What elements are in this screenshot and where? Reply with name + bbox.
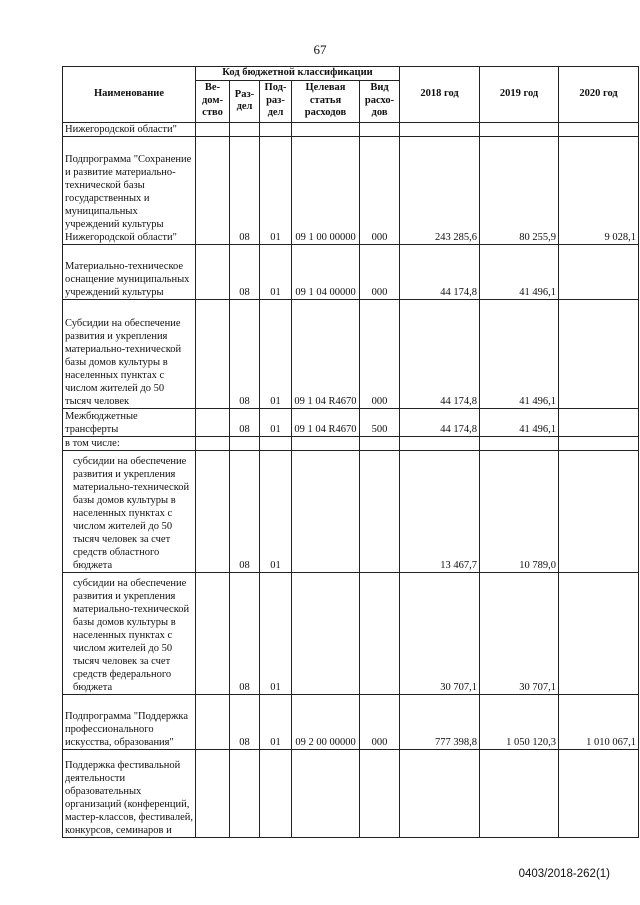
row-name: Подпрограмма "Сохранение и развитие материально-технической базы государственных и муниципальных учреждений культуры Нижегородской области" [63, 136, 196, 244]
row-2019 [480, 122, 559, 136]
row-expense-type [360, 572, 400, 694]
row-razdel: 08 [230, 408, 260, 436]
row-target-article: 09 2 00 00000 [292, 694, 360, 749]
row-2019: 41 496,1 [480, 299, 559, 408]
row-2020 [559, 299, 639, 408]
page-number: 67 [313, 42, 327, 57]
row-razdel: 08 [230, 694, 260, 749]
row-expense-type: 500 [360, 408, 400, 436]
table-row [63, 572, 639, 694]
row-podrazdel [260, 749, 292, 837]
row-target-article [292, 436, 360, 450]
row-target-article: 09 1 00 00000 [292, 136, 360, 244]
row-2019: 30 707,1 [480, 572, 559, 694]
row-razdel: 08 [230, 136, 260, 244]
row-target-article [292, 749, 360, 837]
row-podrazdel: 01 [260, 408, 292, 436]
row-target-article [292, 122, 360, 136]
header-2018: 2018 год [400, 67, 480, 123]
header-podrazdel-line: Под- [264, 82, 287, 94]
table-row [63, 694, 639, 749]
header-podrazdel-line: дел [267, 107, 284, 119]
row-name: субсидии на обеспечение развития и укрепления материально-технической базы домов культуры в населенных пунктах с числом жителей до 50 тысяч человек за счет средств федерального бюджета [63, 572, 196, 694]
row-2020: 1 010 067,1 [559, 694, 639, 749]
row-vedomstvo [196, 299, 230, 408]
row-2019: 41 496,1 [480, 244, 559, 299]
row-2019: 80 255,9 [480, 136, 559, 244]
header-razdel-line: Раз- [234, 88, 255, 100]
row-expense-type: 000 [360, 694, 400, 749]
row-target-article: 09 1 04 R4670 [292, 408, 360, 436]
row-2018: 44 174,8 [400, 408, 480, 436]
row-target-article [292, 450, 360, 572]
table-row [63, 244, 639, 299]
row-target-article: 09 1 04 R4670 [292, 299, 360, 408]
row-expense-type [360, 450, 400, 572]
header-budget-code-group: Код бюджетной классификации [196, 67, 400, 81]
row-razdel [230, 749, 260, 837]
header-target-article-line: Целевая [305, 82, 346, 94]
row-2018: 243 285,6 [400, 136, 480, 244]
row-2020: 9 028,1 [559, 136, 639, 244]
row-name: Межбюджетные трансферты [63, 408, 196, 436]
header-vedomstvo-line: ство [202, 107, 223, 119]
header-vedomstvo [196, 80, 230, 122]
row-name: субсидии на обеспечение развития и укрепления материально-технической базы домов культуры в населенных пунктах с числом жителей до 50 тысяч человек за счет средств областного бюджета [63, 450, 196, 572]
row-2018 [400, 436, 480, 450]
header-vedomstvo-line: Ве- [204, 82, 221, 94]
row-razdel [230, 436, 260, 450]
header-vedomstvo-line: дом- [201, 94, 223, 106]
row-podrazdel: 01 [260, 136, 292, 244]
table-row [63, 749, 639, 837]
row-expense-type [360, 749, 400, 837]
row-name: Нижегородской области" [63, 122, 196, 136]
row-vedomstvo [196, 244, 230, 299]
row-vedomstvo [196, 572, 230, 694]
row-expense-type [360, 122, 400, 136]
row-razdel: 08 [230, 450, 260, 572]
row-podrazdel [260, 122, 292, 136]
header-expense-type-line: расхо- [364, 94, 395, 106]
row-2020 [559, 572, 639, 694]
row-2020 [559, 244, 639, 299]
row-2019 [480, 436, 559, 450]
row-target-article [292, 572, 360, 694]
row-2020 [559, 122, 639, 136]
row-name: в том числе: [63, 436, 196, 450]
row-razdel [230, 122, 260, 136]
document-code: 0403/2018-262(1) [518, 868, 610, 880]
row-2018 [400, 749, 480, 837]
row-2019: 1 050 120,3 [480, 694, 559, 749]
header-2020: 2020 год [559, 67, 639, 123]
row-vedomstvo [196, 122, 230, 136]
row-2020 [559, 450, 639, 572]
row-name: Субсидии на обеспечение развития и укрепления материально-технической базы домов культуры в населенных пунктах с числом жителей до 50 тысяч человек [63, 299, 196, 408]
header-target-article-line: расходов [304, 107, 347, 119]
row-2019: 10 789,0 [480, 450, 559, 572]
row-2019: 41 496,1 [480, 408, 559, 436]
header-target-article [292, 80, 360, 122]
row-expense-type: 000 [360, 299, 400, 408]
row-2018: 30 707,1 [400, 572, 480, 694]
row-expense-type: 000 [360, 136, 400, 244]
table-row [63, 136, 639, 244]
row-2018: 44 174,8 [400, 299, 480, 408]
row-podrazdel: 01 [260, 244, 292, 299]
row-name: Материально-техническое оснащение муниципальных учреждений культуры [63, 244, 196, 299]
header-razdel [230, 80, 260, 122]
row-vedomstvo [196, 436, 230, 450]
row-podrazdel: 01 [260, 299, 292, 408]
table-row [63, 122, 639, 136]
row-razdel: 08 [230, 299, 260, 408]
budget-table [62, 66, 639, 838]
header-podrazdel [260, 80, 292, 122]
header-2019: 2019 год [480, 67, 559, 123]
row-vedomstvo [196, 749, 230, 837]
row-2020 [559, 749, 639, 837]
row-razdel: 08 [230, 572, 260, 694]
row-2018: 777 398,8 [400, 694, 480, 749]
header-expense-type [360, 80, 400, 122]
header-target-article-line: статья [309, 94, 342, 106]
row-podrazdel: 01 [260, 694, 292, 749]
header-expense-type-line: Вид [370, 82, 389, 94]
table-row [63, 436, 639, 450]
row-podrazdel: 01 [260, 450, 292, 572]
header-razdel-line: дел [236, 101, 253, 112]
row-2020 [559, 408, 639, 436]
row-name: Подпрограмма "Поддержка профессионального искусства, образования" [63, 694, 196, 749]
row-podrazdel [260, 436, 292, 450]
row-expense-type: 000 [360, 244, 400, 299]
row-target-article: 09 1 04 00000 [292, 244, 360, 299]
row-vedomstvo [196, 408, 230, 436]
row-2018: 13 467,7 [400, 450, 480, 572]
header-name: Наименование [63, 67, 196, 123]
row-expense-type [360, 436, 400, 450]
row-2020 [559, 436, 639, 450]
row-2019 [480, 749, 559, 837]
row-razdel: 08 [230, 244, 260, 299]
row-podrazdel: 01 [260, 572, 292, 694]
table-row [63, 450, 639, 572]
header-expense-type-line: дов [371, 107, 388, 119]
table-row [63, 408, 639, 436]
table-row [63, 299, 639, 408]
row-vedomstvo [196, 136, 230, 244]
row-vedomstvo [196, 694, 230, 749]
row-2018: 44 174,8 [400, 244, 480, 299]
header-podrazdel-line: раз- [266, 94, 285, 106]
row-vedomstvo [196, 450, 230, 572]
row-2018 [400, 122, 480, 136]
row-name: Поддержка фестивальной деятельности образовательных организаций (конференций, мастер-классов, фестивалей, конкурсов, семинаров и [63, 749, 196, 837]
